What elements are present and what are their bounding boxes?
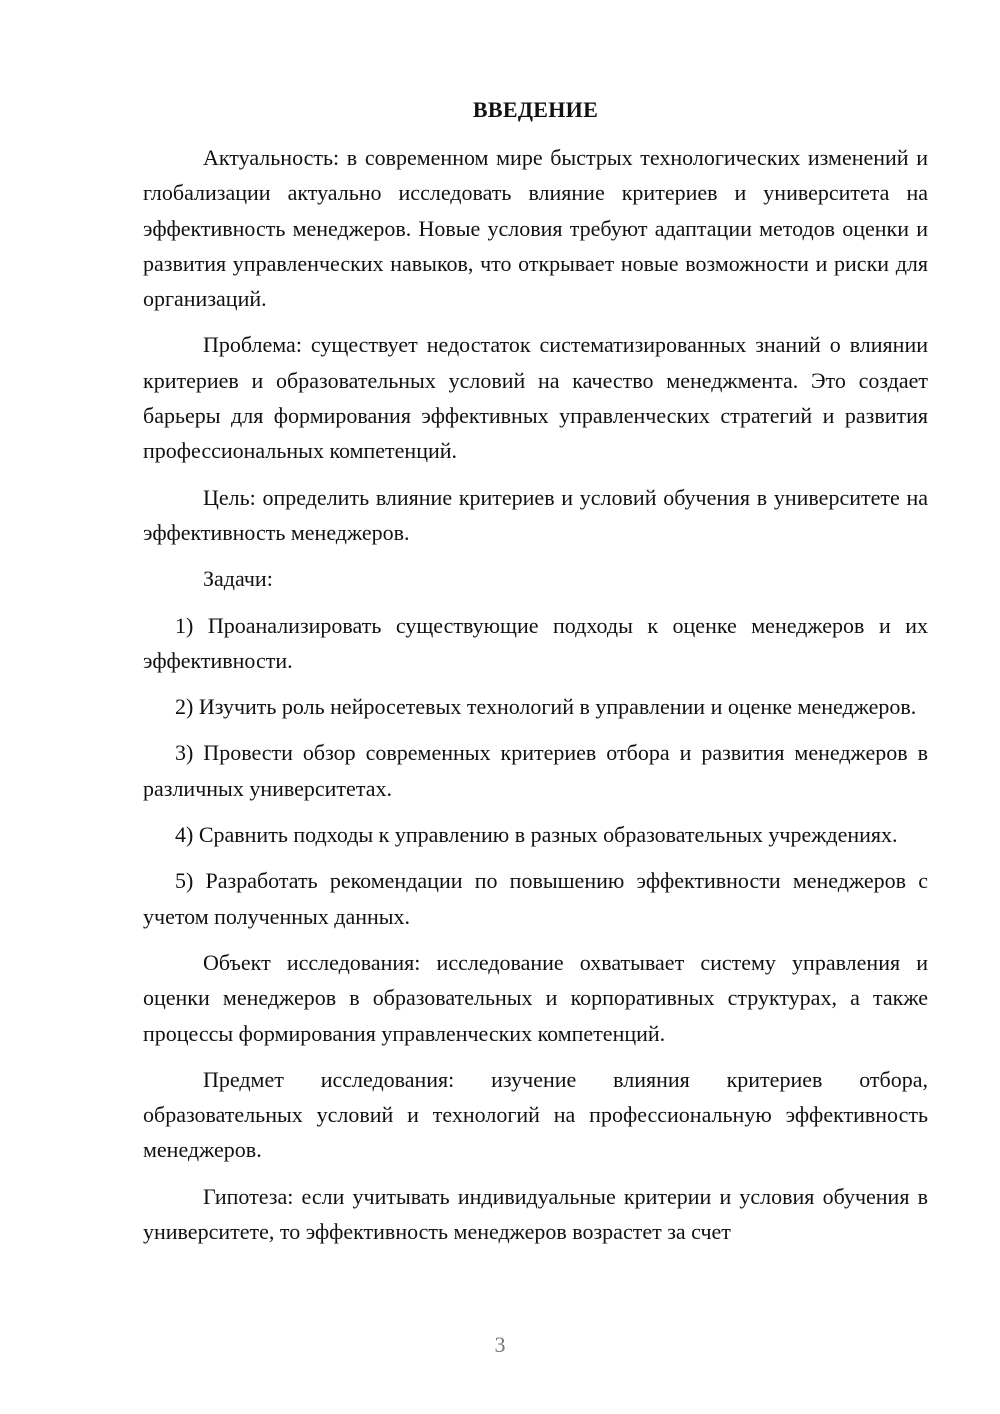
task-item: 3) Провести обзор современных критериев отбора и развития менеджеров в различных университетах. bbox=[143, 740, 928, 801]
paragraph-object: Объект исследования: исследование охватывает систему управления и оценки менеджеров в образовательных и корпоративных структурах, а также процессы формирования управленческих компетенций. bbox=[143, 949, 928, 1046]
section-heading: ВВЕДЕНИЕ bbox=[472, 97, 599, 122]
tasks-label: Задачи: bbox=[203, 566, 273, 592]
paragraph-hypothesis: Гипотеза: если учитывать индивидуальные критерии и условия обучения в университете, то эффективность менеджеров возрастет за счет bbox=[143, 1183, 928, 1245]
document-page bbox=[143, 92, 928, 1260]
task-item: 5) Разработать рекомендации по повышению эффективности менеджеров с учетом полученных данных. bbox=[143, 868, 928, 929]
paragraph-problem: Проблема: существует недостаток систематизированных знаний о влиянии критериев и образовательных условий на качество менеджмента. Это создает барьеры для формирования эффективных управленческих стратегий и развития профессиональных компетенций. bbox=[143, 332, 928, 464]
page-number: 3 bbox=[494, 1332, 506, 1357]
paragraph-subject: Предмет исследования: изучение влияния критериев отбора, образовательных условий и технологий на профессиональную эффективность менеджеров. bbox=[143, 1066, 928, 1163]
paragraph-relevance: Актуальность: в современном мире быстрых технологических изменений и глобализации актуально исследовать влияние критериев и университета на эффективность менеджеров. Новые условия требуют адаптации методов оценки и развития управленческих навыков, что открывает новые возможности и риски для организаций. bbox=[143, 145, 928, 312]
task-item: 4) Сравнить подходы к управлению в разных образовательных учреждениях. bbox=[175, 822, 898, 848]
paragraph-goal: Цель: определить влияние критериев и условий обучения в университете на эффективность менеджеров. bbox=[143, 484, 928, 545]
tasks-list bbox=[143, 608, 928, 934]
task-item: 1) Проанализировать существующие подходы к оценке менеджеров и их эффективности. bbox=[143, 612, 928, 673]
task-item: 2) Изучить роль нейросетевых технологий в управлении и оценке менеджеров. bbox=[175, 694, 917, 720]
